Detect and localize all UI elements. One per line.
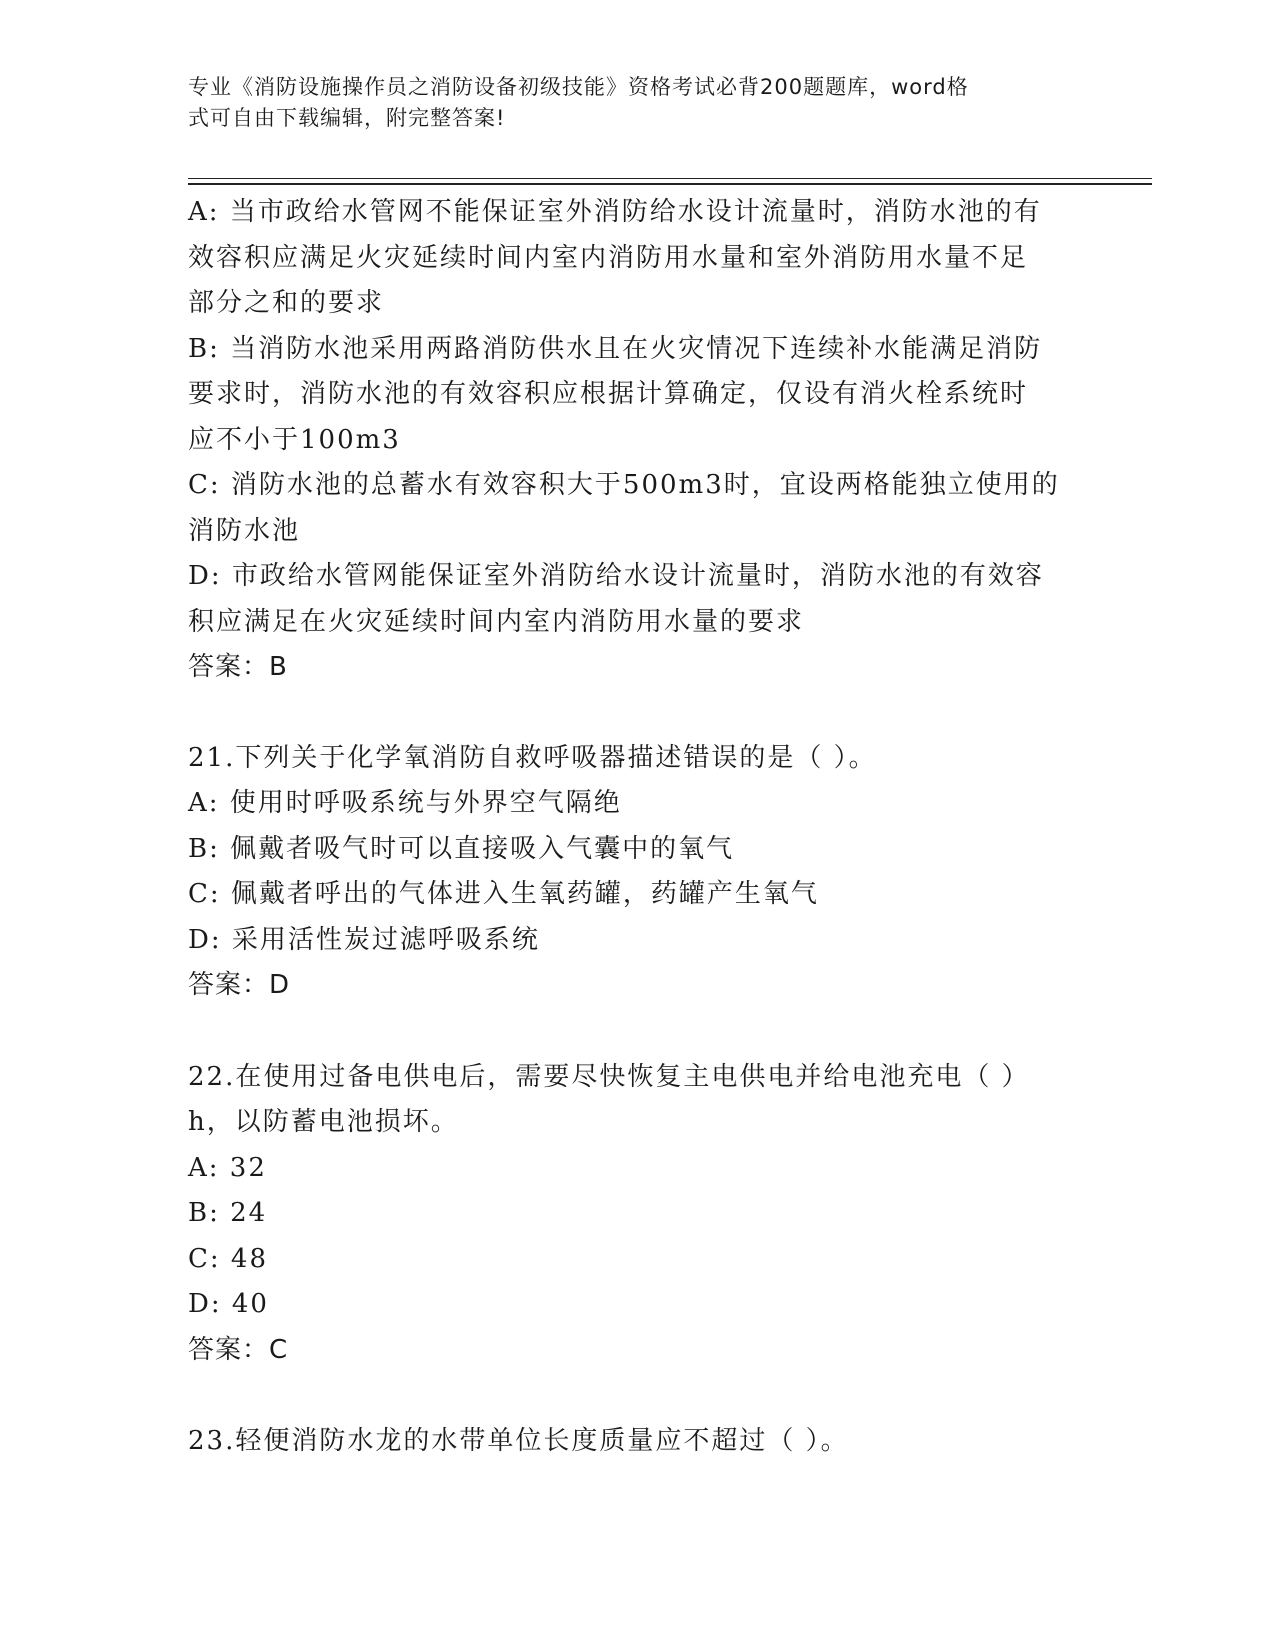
- option-c: C: 佩戴者呼出的气体进入生氧药罐，药罐产生氧气: [188, 879, 819, 909]
- document-header: [188, 72, 1068, 134]
- header-line-2: 式可自由下载编辑，附完整答案!: [188, 106, 506, 130]
- option-d-line-1: D: 市政给水管网能保证室外消防给水设计流量时，消防水池的有效容: [188, 561, 1044, 591]
- option-c-line-2: 消防水池: [188, 515, 301, 546]
- option-c: C: 48: [188, 1243, 269, 1274]
- option-a: A: 使用时呼吸系统与外界空气隔绝: [188, 788, 622, 818]
- option-a-line-1: A: 当市政给水管网不能保证室外消防给水设计流量时，消防水池的有: [188, 197, 1042, 227]
- option-d-line-2: 积应满足在火灾延续时间内室内消防用水量的要求: [188, 606, 805, 637]
- answer-label: 答案：D: [188, 970, 291, 1000]
- option-c-line-1: C: 消防水池的总蓄水有效容积大于500m3时，宜设两格能独立使用的: [188, 470, 1060, 500]
- option-d: D: 40: [188, 1289, 269, 1319]
- option-a: A: 32: [188, 1152, 267, 1183]
- question-stem: 23.轻便消防水龙的水带单位长度质量应不超过（ ）。: [188, 1426, 849, 1456]
- option-b: B: 佩戴者吸气时可以直接吸入气囊中的氧气: [188, 833, 735, 864]
- question-23: [188, 1419, 1088, 1465]
- option-b-line-1: B: 当消防水池采用两路消防供水且在火灾情况下连续补水能满足消防: [188, 333, 1043, 364]
- question-stem-line-2: h，以防蓄电池损坏。: [188, 1107, 459, 1137]
- option-b-line-3: 应不小于100m3: [188, 424, 401, 455]
- question-list: [188, 190, 1088, 1465]
- answer-label: 答案：C: [188, 1334, 289, 1365]
- answer-label: 答案：B: [188, 652, 288, 682]
- header-line-1: 专业《消防设施操作员之消防设备初级技能》资格考试必背200题题库，word格: [188, 75, 969, 99]
- option-a-line-3: 部分之和的要求: [188, 288, 385, 318]
- option-d: D: 采用活性炭过滤呼吸系统: [188, 924, 540, 955]
- header-divider-thick: [188, 183, 1152, 185]
- question-stem: 21.下列关于化学氧消防自救呼吸器描述错误的是（ ）。: [188, 742, 877, 773]
- question-20: [188, 190, 1088, 691]
- question-stem-line-1: 22.在使用过备电供电后，需要尽快恢复主电供电并给电池充电（ ）: [188, 1061, 1030, 1092]
- option-a-line-2: 效容积应满足火灾延续时间内室内消防用水量和室外消防用水量不足: [188, 242, 1029, 273]
- option-b: B: 24: [188, 1198, 268, 1228]
- header-divider-thin: [188, 178, 1152, 179]
- question-21: [188, 736, 1088, 1009]
- question-22: [188, 1055, 1088, 1374]
- option-b-line-2: 要求时，消防水池的有效容积应根据计算确定，仅设有消火栓系统时: [188, 379, 1029, 409]
